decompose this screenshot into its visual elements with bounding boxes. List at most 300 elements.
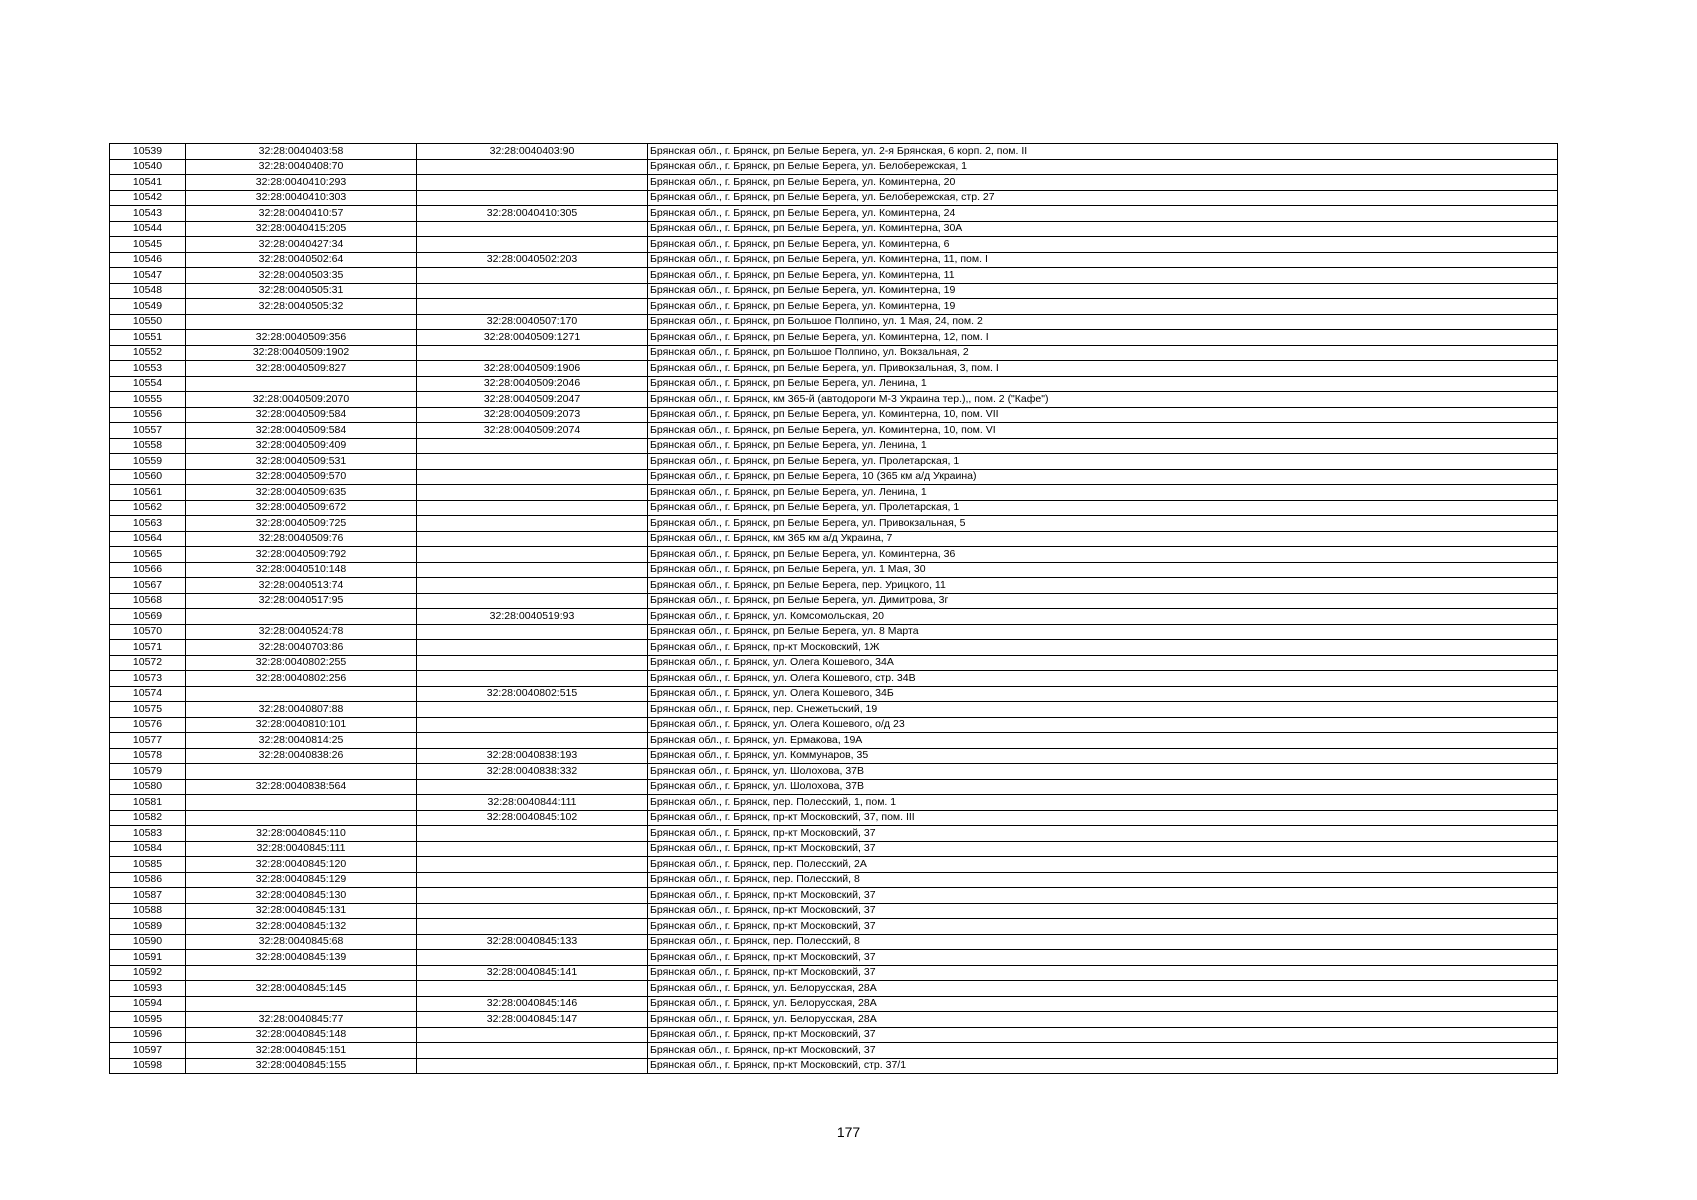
table-row [110, 841, 1558, 857]
table-row [110, 981, 1558, 997]
address-cell: Брянская обл., г. Брянск, рп Белые Берега, ул. Белобережская, стр. 27 [648, 190, 1558, 206]
cadastral-number-cell: 32:28:0040509:584 [186, 407, 417, 423]
address-cell: Брянская обл., г. Брянск, рп Белые Берега, ул. Привокзальная, 3, пом. I [648, 361, 1558, 377]
table-row [110, 1012, 1558, 1028]
secondary-cadastral-number-cell [417, 159, 648, 175]
row-number-cell: 10580 [110, 779, 186, 795]
address-cell: Брянская обл., г. Брянск, рп Белые Берега, ул. Ленина, 1 [648, 376, 1558, 392]
secondary-cadastral-number-cell: 32:28:0040509:1271 [417, 330, 648, 346]
cadastral-number-cell: 32:28:0040845:131 [186, 903, 417, 919]
secondary-cadastral-number-cell [417, 624, 648, 640]
row-number-cell: 10598 [110, 1058, 186, 1074]
address-cell: Брянская обл., г. Брянск, рп Белые Берега, ул. 2-я Брянская, 6 корп. 2, пом. II [648, 144, 1558, 160]
row-number-cell: 10575 [110, 702, 186, 718]
row-number-cell: 10578 [110, 748, 186, 764]
address-cell: Брянская обл., г. Брянск, пр-кт Московский, 37 [648, 950, 1558, 966]
address-cell: Брянская обл., г. Брянск, ул. Коммунаров, 35 [648, 748, 1558, 764]
cadastral-number-cell: 32:28:0040838:26 [186, 748, 417, 764]
row-number-cell: 10541 [110, 175, 186, 191]
cadastral-number-cell: 32:28:0040810:101 [186, 717, 417, 733]
secondary-cadastral-number-cell [417, 903, 648, 919]
cadastral-number-cell: 32:28:0040845:148 [186, 1027, 417, 1043]
cadastral-number-cell [186, 764, 417, 780]
table-row [110, 717, 1558, 733]
table-row [110, 609, 1558, 625]
cadastral-number-cell: 32:28:0040845:129 [186, 872, 417, 888]
address-cell: Брянская обл., г. Брянск, рп Белые Берега, ул. Коминтерна, 6 [648, 237, 1558, 253]
table-row [110, 237, 1558, 253]
row-number-cell: 10590 [110, 934, 186, 950]
address-cell: Брянская обл., г. Брянск, ул. Шолохова, 37В [648, 779, 1558, 795]
table-row [110, 283, 1558, 299]
secondary-cadastral-number-cell [417, 221, 648, 237]
row-number-cell: 10572 [110, 655, 186, 671]
secondary-cadastral-number-cell [417, 500, 648, 516]
address-cell: Брянская обл., г. Брянск, рп Белые Берега, ул. Коминтерна, 12, пом. I [648, 330, 1558, 346]
address-cell: Брянская обл., г. Брянск, рп Белые Берега, ул. Белобережская, 1 [648, 159, 1558, 175]
row-number-cell: 10583 [110, 826, 186, 842]
cadastral-number-cell: 32:28:0040845:111 [186, 841, 417, 857]
secondary-cadastral-number-cell [417, 454, 648, 470]
secondary-cadastral-number-cell: 32:28:0040845:146 [417, 996, 648, 1012]
table-row [110, 392, 1558, 408]
secondary-cadastral-number-cell: 32:28:0040845:147 [417, 1012, 648, 1028]
table-row [110, 407, 1558, 423]
table-row [110, 175, 1558, 191]
cadastral-number-cell: 32:28:0040509:409 [186, 438, 417, 454]
cadastral-number-cell: 32:28:0040509:76 [186, 531, 417, 547]
address-cell: Брянская обл., г. Брянск, рп Белые Берега, ул. Коминтерна, 19 [648, 283, 1558, 299]
table-row [110, 221, 1558, 237]
secondary-cadastral-number-cell [417, 733, 648, 749]
secondary-cadastral-number-cell [417, 655, 648, 671]
row-number-cell: 10556 [110, 407, 186, 423]
address-cell: Брянская обл., г. Брянск, рп Белые Берега, ул. Коминтерна, 30А [648, 221, 1558, 237]
address-cell: Брянская обл., г. Брянск, пер. Полесский, 8 [648, 872, 1558, 888]
table-row [110, 950, 1558, 966]
secondary-cadastral-number-cell [417, 1027, 648, 1043]
table-row [110, 330, 1558, 346]
row-number-cell: 10546 [110, 252, 186, 268]
secondary-cadastral-number-cell [417, 1058, 648, 1074]
row-number-cell: 10577 [110, 733, 186, 749]
cadastral-number-cell: 32:28:0040415:205 [186, 221, 417, 237]
secondary-cadastral-number-cell [417, 562, 648, 578]
table-row [110, 655, 1558, 671]
row-number-cell: 10543 [110, 206, 186, 222]
row-number-cell: 10561 [110, 485, 186, 501]
table-row [110, 733, 1558, 749]
cadastral-number-cell: 32:28:0040802:256 [186, 671, 417, 687]
table-row [110, 190, 1558, 206]
row-number-cell: 10581 [110, 795, 186, 811]
cadastral-number-cell: 32:28:0040509:2070 [186, 392, 417, 408]
cadastral-number-cell: 32:28:0040845:151 [186, 1043, 417, 1059]
cadastral-number-cell: 32:28:0040510:148 [186, 562, 417, 578]
cadastral-number-cell: 32:28:0040408:70 [186, 159, 417, 175]
table-row [110, 159, 1558, 175]
address-cell: Брянская обл., г. Брянск, пр-кт Московский, 37, пом. III [648, 810, 1558, 826]
address-cell: Брянская обл., г. Брянск, рп Белые Берега, ул. Коминтерна, 36 [648, 547, 1558, 563]
table-row [110, 919, 1558, 935]
row-number-cell: 10570 [110, 624, 186, 640]
address-cell: Брянская обл., г. Брянск, пр-кт Московский, 37 [648, 841, 1558, 857]
address-cell: Брянская обл., г. Брянск, рп Белые Берега, ул. Пролетарская, 1 [648, 500, 1558, 516]
row-number-cell: 10551 [110, 330, 186, 346]
table-row [110, 314, 1558, 330]
cadastral-number-cell: 32:28:0040845:155 [186, 1058, 417, 1074]
row-number-cell: 10568 [110, 593, 186, 609]
row-number-cell: 10592 [110, 965, 186, 981]
table-row [110, 547, 1558, 563]
page-number: 177 [836, 1124, 861, 1140]
table-row [110, 438, 1558, 454]
address-cell: Брянская обл., г. Брянск, пр-кт Московский, 37 [648, 826, 1558, 842]
table-row [110, 624, 1558, 640]
table-row [110, 1058, 1558, 1074]
secondary-cadastral-number-cell: 32:28:0040838:332 [417, 764, 648, 780]
cadastral-number-cell: 32:28:0040509:672 [186, 500, 417, 516]
table-row [110, 903, 1558, 919]
table-row [110, 748, 1558, 764]
address-cell: Брянская обл., г. Брянск, рп Белые Берега, ул. 8 Марта [648, 624, 1558, 640]
cadastral-number-cell: 32:28:0040807:88 [186, 702, 417, 718]
table-row [110, 376, 1558, 392]
table-row [110, 578, 1558, 594]
address-cell: Брянская обл., г. Брянск, рп Белые Берега, ул. Коминтерна, 11 [648, 268, 1558, 284]
cadastral-number-cell: 32:28:0040410:293 [186, 175, 417, 191]
table-row [110, 268, 1558, 284]
table-row [110, 640, 1558, 656]
cadastral-number-cell: 32:28:0040845:130 [186, 888, 417, 904]
row-number-cell: 10540 [110, 159, 186, 175]
secondary-cadastral-number-cell: 32:28:0040509:2046 [417, 376, 648, 392]
cadastral-number-cell: 32:28:0040509:356 [186, 330, 417, 346]
cadastral-number-cell: 32:28:0040802:255 [186, 655, 417, 671]
row-number-cell: 10563 [110, 516, 186, 532]
address-cell: Брянская обл., г. Брянск, пр-кт Московский, 37 [648, 1027, 1558, 1043]
cadastral-number-cell: 32:28:0040403:58 [186, 144, 417, 160]
row-number-cell: 10574 [110, 686, 186, 702]
row-number-cell: 10562 [110, 500, 186, 516]
address-cell: Брянская обл., г. Брянск, пр-кт Московский, 37 [648, 888, 1558, 904]
cadastral-number-cell: 32:28:0040509:635 [186, 485, 417, 501]
row-number-cell: 10560 [110, 469, 186, 485]
address-cell: Брянская обл., г. Брянск, пер. Полесский, 8 [648, 934, 1558, 950]
table-row [110, 764, 1558, 780]
cadastral-number-cell [186, 965, 417, 981]
table-row [110, 252, 1558, 268]
row-number-cell: 10545 [110, 237, 186, 253]
address-cell: Брянская обл., г. Брянск, рп Белые Берега, ул. Ленина, 1 [648, 438, 1558, 454]
address-cell: Брянская обл., г. Брянск, пр-кт Московский, 1Ж [648, 640, 1558, 656]
row-number-cell: 10559 [110, 454, 186, 470]
cadastral-number-cell: 32:28:0040838:564 [186, 779, 417, 795]
secondary-cadastral-number-cell [417, 717, 648, 733]
cadastral-number-cell: 32:28:0040410:303 [186, 190, 417, 206]
address-cell: Брянская обл., г. Брянск, рп Белые Берега, ул. Коминтерна, 20 [648, 175, 1558, 191]
secondary-cadastral-number-cell: 32:28:0040838:193 [417, 748, 648, 764]
table-row [110, 888, 1558, 904]
cadastral-number-cell: 32:28:0040845:145 [186, 981, 417, 997]
row-number-cell: 10587 [110, 888, 186, 904]
secondary-cadastral-number-cell: 32:28:0040844:111 [417, 795, 648, 811]
address-cell: Брянская обл., г. Брянск, ул. Комсомольская, 20 [648, 609, 1558, 625]
table-row [110, 702, 1558, 718]
address-cell: Брянская обл., г. Брянск, рп Белые Берега, ул. Привокзальная, 5 [648, 516, 1558, 532]
secondary-cadastral-number-cell [417, 826, 648, 842]
secondary-cadastral-number-cell [417, 1043, 648, 1059]
secondary-cadastral-number-cell: 32:28:0040509:1906 [417, 361, 648, 377]
table-row [110, 1043, 1558, 1059]
secondary-cadastral-number-cell [417, 578, 648, 594]
address-cell: Брянская обл., г. Брянск, ул. Олега Кошевого, стр. 34В [648, 671, 1558, 687]
table-row [110, 593, 1558, 609]
table-row [110, 299, 1558, 315]
row-number-cell: 10579 [110, 764, 186, 780]
address-cell: Брянская обл., г. Брянск, рп Белые Берега, ул. Коминтерна, 24 [648, 206, 1558, 222]
address-cell: Брянская обл., г. Брянск, пр-кт Московский, 37 [648, 919, 1558, 935]
property-table [109, 143, 1558, 1074]
row-number-cell: 10566 [110, 562, 186, 578]
secondary-cadastral-number-cell: 32:28:0040519:93 [417, 609, 648, 625]
table-row [110, 810, 1558, 826]
cadastral-number-cell: 32:28:0040509:827 [186, 361, 417, 377]
table-row [110, 795, 1558, 811]
address-cell: Брянская обл., г. Брянск, рп Белые Берега, пер. Урицкого, 11 [648, 578, 1558, 594]
cadastral-number-cell: 32:28:0040509:584 [186, 423, 417, 439]
address-cell: Брянская обл., г. Брянск, ул. Ермакова, 19А [648, 733, 1558, 749]
cadastral-number-cell: 32:28:0040410:57 [186, 206, 417, 222]
secondary-cadastral-number-cell: 32:28:0040509:2073 [417, 407, 648, 423]
table-row [110, 469, 1558, 485]
address-cell: Брянская обл., г. Брянск, пр-кт Московский, 37 [648, 903, 1558, 919]
row-number-cell: 10594 [110, 996, 186, 1012]
address-cell: Брянская обл., г. Брянск, ул. Белорусская, 28А [648, 996, 1558, 1012]
table-row [110, 144, 1558, 160]
secondary-cadastral-number-cell: 32:28:0040509:2047 [417, 392, 648, 408]
table-row [110, 1027, 1558, 1043]
row-number-cell: 10597 [110, 1043, 186, 1059]
table-body [110, 144, 1558, 1074]
row-number-cell: 10565 [110, 547, 186, 563]
address-cell: Брянская обл., г. Брянск, ул. Олега Кошевого, о/д 23 [648, 717, 1558, 733]
row-number-cell: 10567 [110, 578, 186, 594]
row-number-cell: 10589 [110, 919, 186, 935]
cadastral-number-cell: 32:28:0040509:531 [186, 454, 417, 470]
address-cell: Брянская обл., г. Брянск, пер. Снежетьский, 19 [648, 702, 1558, 718]
table-row [110, 531, 1558, 547]
secondary-cadastral-number-cell [417, 593, 648, 609]
cadastral-number-cell: 32:28:0040509:1902 [186, 345, 417, 361]
secondary-cadastral-number-cell: 32:28:0040845:133 [417, 934, 648, 950]
address-cell: Брянская обл., г. Брянск, км 365-й (автодороги М-3 Украина тер.),, пом. 2 ("Кафе") [648, 392, 1558, 408]
table-row [110, 500, 1558, 516]
secondary-cadastral-number-cell [417, 283, 648, 299]
secondary-cadastral-number-cell [417, 950, 648, 966]
row-number-cell: 10539 [110, 144, 186, 160]
cadastral-number-cell: 32:28:0040845:77 [186, 1012, 417, 1028]
row-number-cell: 10549 [110, 299, 186, 315]
secondary-cadastral-number-cell: 32:28:0040507:170 [417, 314, 648, 330]
cadastral-number-cell: 32:28:0040814:25 [186, 733, 417, 749]
address-cell: Брянская обл., г. Брянск, пр-кт Московский, 37 [648, 965, 1558, 981]
cadastral-number-cell: 32:28:0040845:120 [186, 857, 417, 873]
secondary-cadastral-number-cell: 32:28:0040502:203 [417, 252, 648, 268]
address-cell: Брянская обл., г. Брянск, пер. Полесский, 1, пом. 1 [648, 795, 1558, 811]
secondary-cadastral-number-cell: 32:28:0040845:141 [417, 965, 648, 981]
row-number-cell: 10544 [110, 221, 186, 237]
cadastral-number-cell [186, 376, 417, 392]
secondary-cadastral-number-cell [417, 438, 648, 454]
secondary-cadastral-number-cell [417, 469, 648, 485]
table-row [110, 454, 1558, 470]
row-number-cell: 10586 [110, 872, 186, 888]
cadastral-number-cell: 32:28:0040503:35 [186, 268, 417, 284]
row-number-cell: 10558 [110, 438, 186, 454]
address-cell: Брянская обл., г. Брянск, рп Белые Берега, 10 (365 км а/д Украина) [648, 469, 1558, 485]
table-row [110, 485, 1558, 501]
address-cell: Брянская обл., г. Брянск, ул. Белорусская, 28А [648, 1012, 1558, 1028]
address-cell: Брянская обл., г. Брянск, рп Белые Берега, ул. 1 Мая, 30 [648, 562, 1558, 578]
row-number-cell: 10593 [110, 981, 186, 997]
cadastral-number-cell: 32:28:0040845:139 [186, 950, 417, 966]
cadastral-number-cell: 32:28:0040513:74 [186, 578, 417, 594]
cadastral-number-cell: 32:28:0040509:792 [186, 547, 417, 563]
secondary-cadastral-number-cell [417, 547, 648, 563]
table-row [110, 361, 1558, 377]
address-cell: Брянская обл., г. Брянск, рп Белые Берега, ул. Коминтерна, 10, пом. VII [648, 407, 1558, 423]
row-number-cell: 10576 [110, 717, 186, 733]
address-cell: Брянская обл., г. Брянск, рп Белые Берега, ул. Ленина, 1 [648, 485, 1558, 501]
cadastral-number-cell: 32:28:0040502:64 [186, 252, 417, 268]
cadastral-number-cell: 32:28:0040703:86 [186, 640, 417, 656]
row-number-cell: 10595 [110, 1012, 186, 1028]
secondary-cadastral-number-cell [417, 779, 648, 795]
address-cell: Брянская обл., г. Брянск, пр-кт Московский, стр. 37/1 [648, 1058, 1558, 1074]
secondary-cadastral-number-cell [417, 702, 648, 718]
secondary-cadastral-number-cell: 32:28:0040509:2074 [417, 423, 648, 439]
row-number-cell: 10571 [110, 640, 186, 656]
table-row [110, 996, 1558, 1012]
table-row [110, 423, 1558, 439]
secondary-cadastral-number-cell [417, 919, 648, 935]
table-row [110, 206, 1558, 222]
secondary-cadastral-number-cell: 32:28:0040845:102 [417, 810, 648, 826]
secondary-cadastral-number-cell: 32:28:0040403:90 [417, 144, 648, 160]
row-number-cell: 10591 [110, 950, 186, 966]
row-number-cell: 10547 [110, 268, 186, 284]
table-row [110, 857, 1558, 873]
secondary-cadastral-number-cell: 32:28:0040802:515 [417, 686, 648, 702]
cadastral-number-cell: 32:28:0040845:132 [186, 919, 417, 935]
row-number-cell: 10564 [110, 531, 186, 547]
table-row [110, 562, 1558, 578]
table-row [110, 826, 1558, 842]
address-cell: Брянская обл., г. Брянск, рп Белые Берега, ул. Димитрова, 3г [648, 593, 1558, 609]
cadastral-number-cell [186, 314, 417, 330]
cadastral-number-cell: 32:28:0040524:78 [186, 624, 417, 640]
table-row [110, 934, 1558, 950]
secondary-cadastral-number-cell [417, 175, 648, 191]
secondary-cadastral-number-cell [417, 888, 648, 904]
secondary-cadastral-number-cell [417, 981, 648, 997]
address-cell: Брянская обл., г. Брянск, рп Белые Берега, ул. Коминтерна, 11, пом. I [648, 252, 1558, 268]
address-cell: Брянская обл., г. Брянск, км 365 км а/д Украина, 7 [648, 531, 1558, 547]
cadastral-number-cell: 32:28:0040505:31 [186, 283, 417, 299]
secondary-cadastral-number-cell [417, 190, 648, 206]
row-number-cell: 10542 [110, 190, 186, 206]
address-cell: Брянская обл., г. Брянск, ул. Олега Кошевого, 34Б [648, 686, 1558, 702]
address-cell: Брянская обл., г. Брянск, ул. Белорусская, 28А [648, 981, 1558, 997]
address-cell: Брянская обл., г. Брянск, ул. Шолохова, 37В [648, 764, 1558, 780]
secondary-cadastral-number-cell [417, 299, 648, 315]
cadastral-number-cell [186, 795, 417, 811]
cadastral-number-cell: 32:28:0040517:95 [186, 593, 417, 609]
cadastral-number-cell: 32:28:0040509:570 [186, 469, 417, 485]
row-number-cell: 10552 [110, 345, 186, 361]
secondary-cadastral-number-cell [417, 872, 648, 888]
address-cell: Брянская обл., г. Брянск, рп Белые Берега, ул. Коминтерна, 19 [648, 299, 1558, 315]
row-number-cell: 10582 [110, 810, 186, 826]
cadastral-number-cell [186, 609, 417, 625]
secondary-cadastral-number-cell [417, 857, 648, 873]
cadastral-number-cell [186, 810, 417, 826]
address-cell: Брянская обл., г. Брянск, пер. Полесский, 2А [648, 857, 1558, 873]
address-cell: Брянская обл., г. Брянск, рп Большое Полпино, ул. Вокзальная, 2 [648, 345, 1558, 361]
row-number-cell: 10553 [110, 361, 186, 377]
cadastral-number-cell [186, 686, 417, 702]
secondary-cadastral-number-cell [417, 268, 648, 284]
cadastral-number-cell: 32:28:0040427:34 [186, 237, 417, 253]
cadastral-number-cell [186, 996, 417, 1012]
row-number-cell: 10550 [110, 314, 186, 330]
secondary-cadastral-number-cell [417, 841, 648, 857]
table-row [110, 516, 1558, 532]
row-number-cell: 10584 [110, 841, 186, 857]
cadastral-number-cell: 32:28:0040845:68 [186, 934, 417, 950]
row-number-cell: 10573 [110, 671, 186, 687]
table-row [110, 686, 1558, 702]
secondary-cadastral-number-cell [417, 485, 648, 501]
address-cell: Брянская обл., г. Брянск, рп Белые Берега, ул. Коминтерна, 10, пом. VI [648, 423, 1558, 439]
row-number-cell: 10585 [110, 857, 186, 873]
row-number-cell: 10548 [110, 283, 186, 299]
table-row [110, 779, 1558, 795]
table-row [110, 965, 1558, 981]
secondary-cadastral-number-cell [417, 640, 648, 656]
cadastral-number-cell: 32:28:0040509:725 [186, 516, 417, 532]
row-number-cell: 10555 [110, 392, 186, 408]
secondary-cadastral-number-cell [417, 531, 648, 547]
table-row [110, 345, 1558, 361]
row-number-cell: 10554 [110, 376, 186, 392]
address-cell: Брянская обл., г. Брянск, пр-кт Московский, 37 [648, 1043, 1558, 1059]
cadastral-number-cell: 32:28:0040845:110 [186, 826, 417, 842]
row-number-cell: 10569 [110, 609, 186, 625]
table-row [110, 671, 1558, 687]
address-cell: Брянская обл., г. Брянск, рп Белые Берега, ул. Пролетарская, 1 [648, 454, 1558, 470]
address-cell: Брянская обл., г. Брянск, рп Большое Полпино, ул. 1 Мая, 24, пом. 2 [648, 314, 1558, 330]
row-number-cell: 10557 [110, 423, 186, 439]
table-row [110, 872, 1558, 888]
row-number-cell: 10588 [110, 903, 186, 919]
row-number-cell: 10596 [110, 1027, 186, 1043]
secondary-cadastral-number-cell [417, 345, 648, 361]
secondary-cadastral-number-cell [417, 671, 648, 687]
address-cell: Брянская обл., г. Брянск, ул. Олега Кошевого, 34А [648, 655, 1558, 671]
secondary-cadastral-number-cell [417, 237, 648, 253]
